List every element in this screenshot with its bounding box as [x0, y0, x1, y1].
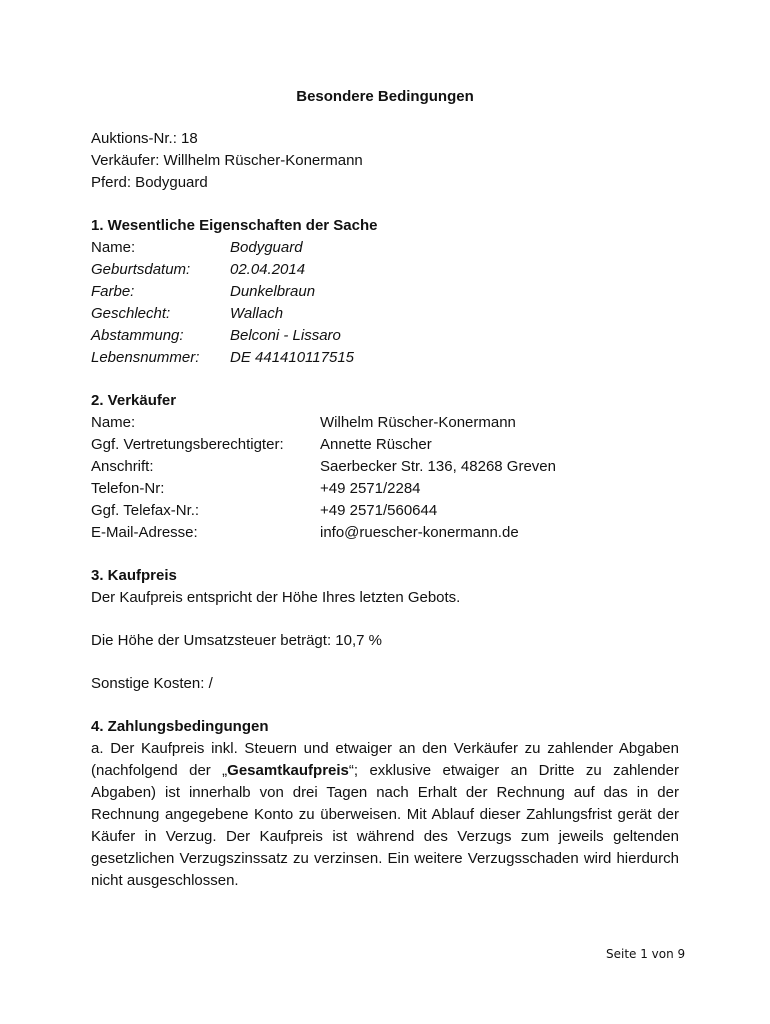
seller-label: Telefon-Nr: — [91, 480, 165, 497]
seller-row — [91, 478, 679, 500]
horse-line: Pferd: Bodyguard — [91, 174, 208, 191]
other-costs-text: Sonstige Kosten: / — [91, 675, 213, 692]
section-price — [91, 565, 679, 695]
price-text: Der Kaufpreis entspricht der Höhe Ihres letzten Gebots. — [91, 589, 461, 606]
property-value: DE 441410117515 — [230, 349, 354, 366]
property-value: 02.04.2014 — [230, 261, 306, 278]
seller-label: Name: — [91, 414, 136, 431]
section-properties — [91, 215, 679, 369]
seller-row — [91, 412, 679, 434]
seller-row — [91, 522, 679, 544]
seller-row — [91, 500, 679, 522]
property-label: Name: — [91, 239, 136, 256]
seller-label: E-Mail-Adresse: — [91, 524, 198, 541]
property-row — [91, 237, 679, 259]
seller-row — [91, 456, 679, 478]
property-label: Lebensnummer: — [91, 349, 200, 366]
seller-row — [91, 434, 679, 456]
property-label: Geburtsdatum: — [91, 261, 191, 278]
payment-text-start: a. Der Kaufpreis inkl. Steuern und etwaiger an den Verkäufer zu zahlender Abgaben (nachfolgend der „ — [91, 740, 679, 779]
section-seller — [91, 390, 679, 544]
payment-text-end: “; exklusive etwaiger an Dritte zu zahlender Abgaben) ist innerhalb von drei Tagen nach Erhalt der Rechnung auf das in der Rechnung angegebene Konto zu überweisen. Mit Ablauf dieser Zahlungsfrist gerät der Käufer in Verzug. Der Kaufpreis ist während des Verzugs zum jeweils geltenden gesetzlichen Verzugszinssatz zu verzinsen. Ein weitere Verzugsschaden wird hierdurch nicht ausgeschlossen. — [91, 762, 679, 889]
seller-email[interactable]: info@ruescher-konermann.de — [320, 524, 519, 541]
seller-label: Ggf. Vertretungsberechtigter: — [91, 436, 284, 453]
property-value: Belconi - Lissaro — [230, 327, 341, 344]
seller-value: +49 2571/560644 — [320, 502, 438, 519]
property-label: Geschlecht: — [91, 305, 171, 322]
property-value: Dunkelbraun — [230, 283, 316, 300]
document-title: Besondere Bedingungen — [296, 88, 474, 105]
vat-text: Die Höhe der Umsatzsteuer beträgt: 10,7 % — [91, 632, 382, 649]
page-number: Seite 1 von 9 — [606, 947, 686, 961]
seller-value: Saerbecker Str. 136, 48268 Greven — [320, 458, 556, 475]
intro-block — [91, 128, 679, 194]
document-page — [91, 86, 679, 892]
property-row — [91, 259, 679, 281]
payment-paragraph-a — [91, 738, 679, 892]
auction-number: Auktions-Nr.: 18 — [91, 130, 198, 147]
property-row — [91, 347, 679, 369]
seller-value: +49 2571/2284 — [320, 480, 421, 497]
section-4-heading: 4. Zahlungsbedingungen — [91, 718, 269, 735]
section-payment — [91, 716, 679, 892]
seller-line: Verkäufer: Willhelm Rüscher-Konermann — [91, 152, 363, 169]
property-row — [91, 325, 679, 347]
total-price-term: Gesamtkaufpreis — [227, 762, 349, 779]
seller-label: Ggf. Telefax-Nr.: — [91, 502, 200, 519]
property-value: Bodyguard — [230, 239, 303, 256]
seller-value: Wilhelm Rüscher-Konermann — [320, 414, 516, 431]
seller-value: Annette Rüscher — [320, 436, 432, 453]
property-value: Wallach — [230, 305, 284, 322]
property-row — [91, 281, 679, 303]
property-label: Abstammung: — [91, 327, 184, 344]
seller-label: Anschrift: — [91, 458, 154, 475]
property-label: Farbe: — [91, 283, 135, 300]
property-row — [91, 303, 679, 325]
section-2-heading: 2. Verkäufer — [91, 392, 177, 409]
section-3-heading: 3. Kaufpreis — [91, 567, 177, 584]
section-1-heading: 1. Wesentliche Eigenschaften der Sache — [91, 217, 378, 234]
